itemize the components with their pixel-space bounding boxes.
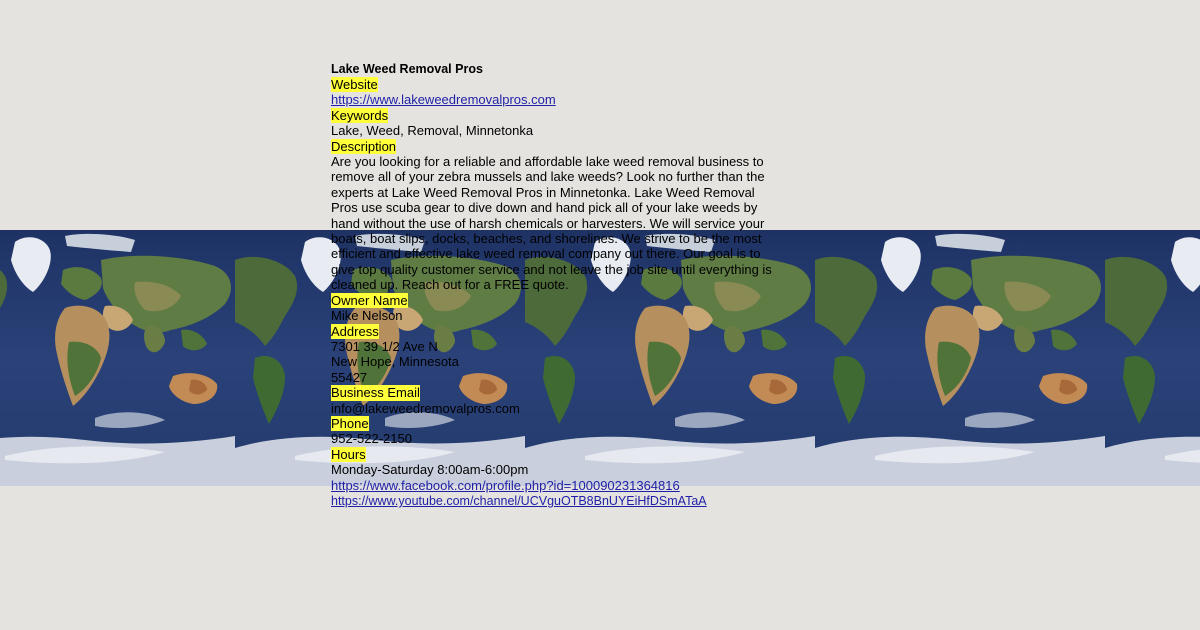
phone-value: 952-522-2150	[331, 431, 412, 447]
business-listing	[331, 61, 791, 509]
address-line-1: 7301 39 1/2 Ave N	[331, 338, 438, 354]
business-email-value: info@lakeweedremovalpros.com	[331, 400, 520, 416]
youtube-link[interactable]: https://www.youtube.com/channel/UCVguOTB8BnUYEiHfDSmATaA	[331, 493, 707, 508]
hours-label: Hours	[331, 446, 366, 462]
business-email-label: Business Email	[331, 385, 420, 401]
business-name: Lake Weed Removal Pros	[331, 62, 483, 76]
website-link[interactable]: https://www.lakeweedremovalpros.com	[331, 92, 556, 108]
description-text: Are you looking for a reliable and affordable lake weed removal business to remove all of your zebra mussels and lake weeds? Look no further than the experts at Lake Weed Removal Pros in Minnetonka. Lake Weed Removal Pros use scuba gear to dive down and hand pick all of your lake weeds by hand without the use of harsh chemicals or harvesters. We will service your boats, boat slips, docks, beaches, and shorelines. We strive to be the most efficient and effective lake weed removal company out there. Our goal is to give top quality customer service and not leave the job site until everything is cleaned up. Reach out for a FREE quote.	[331, 154, 772, 293]
keywords-value: Lake, Weed, Removal, Minnetonka	[331, 123, 534, 139]
hours-value: Monday-Saturday 8:00am-6:00pm	[331, 462, 529, 478]
facebook-link[interactable]: https://www.facebook.com/profile.php?id=100090231364816	[331, 477, 680, 493]
owner-name-value: Mike Nelson	[331, 308, 403, 324]
keywords-label: Keywords	[331, 107, 389, 123]
owner-name-label: Owner Name	[331, 292, 408, 308]
address-postal-code: 55427	[331, 369, 368, 385]
description-label: Description	[331, 138, 397, 154]
address-line-2: New Hope, Minnesota	[331, 354, 459, 370]
phone-label: Phone	[331, 415, 369, 431]
address-label: Address	[331, 323, 379, 339]
website-label: Website	[331, 77, 378, 92]
